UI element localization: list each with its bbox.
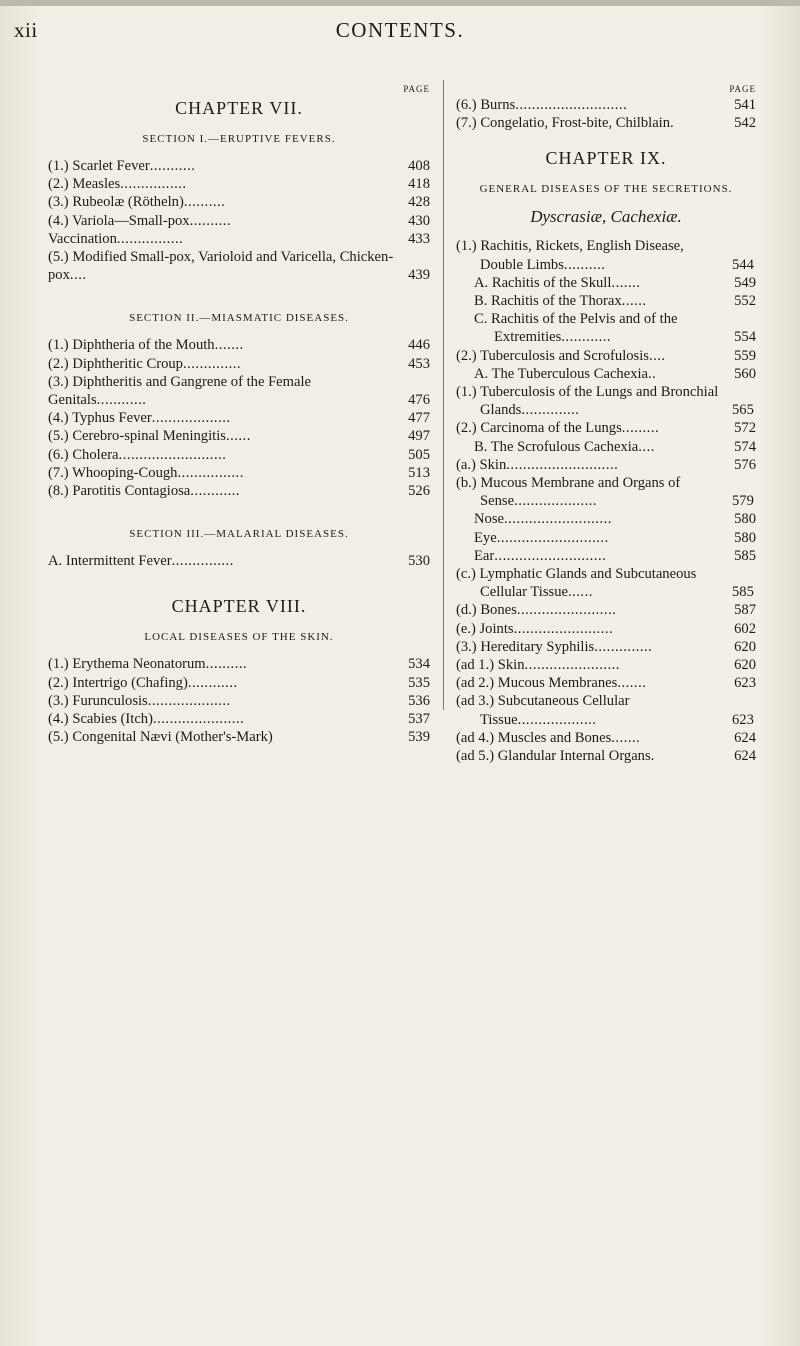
entry-page-number: 526	[408, 483, 430, 500]
entry-page-number: 624	[734, 748, 756, 765]
toc-entry	[48, 336, 430, 354]
toc-entry	[456, 638, 756, 656]
toc-entry: (b.) Mucous Membrane and Organs of Sense.................... 579	[456, 475, 754, 510]
entry-leader-dots: ...........................	[496, 529, 609, 546]
entry-number: (2.)	[48, 355, 73, 372]
toc-entry	[48, 446, 430, 464]
toc-entry	[456, 601, 756, 619]
entry-leader-dots: ..........	[183, 194, 226, 211]
entry-page-number: 453	[408, 355, 430, 372]
entry-title: Mucous Membrane and Organs of Sense	[480, 475, 681, 510]
toc-entry	[456, 419, 756, 437]
entry-leader-dots: ......	[621, 293, 647, 310]
entry-title: Congelatio, Frost-bite, Chilblain.	[480, 115, 674, 132]
entry-page-number: 572	[734, 420, 756, 437]
entry-page-number: 574	[734, 438, 756, 455]
chapter-ix-italic-title: Dyscrasiæ, Cachexiæ.	[530, 207, 682, 227]
toc-entry	[456, 547, 756, 565]
chapter-ix-title: CHAPTER IX.	[545, 148, 667, 169]
entry-number: (7.)	[456, 115, 481, 132]
entry-page-number: 428	[408, 194, 430, 211]
entry-leader-dots: ...................	[517, 711, 597, 728]
toc-entry	[456, 365, 756, 383]
entry-page-number: 534	[408, 656, 430, 673]
entry-number: (c.)	[456, 566, 480, 583]
entry-number: (ad 5.)	[456, 748, 498, 765]
toc-entry	[456, 114, 756, 132]
entry-leader-dots: ............	[190, 483, 241, 500]
entry-leader-dots: ............	[96, 392, 147, 409]
entry-number: (1.)	[48, 656, 73, 673]
entry-page-number: 602	[734, 620, 756, 637]
entry-title: Eye	[474, 529, 497, 546]
entry-page-number: 537	[408, 711, 430, 728]
entry-leader-dots: ..........	[563, 256, 606, 273]
entry-title: Bones	[480, 602, 517, 619]
entry-title: Scabies (Itch)	[72, 711, 153, 728]
entry-page-number: 552	[734, 293, 756, 310]
left-column	[48, 84, 430, 746]
toc-entry	[456, 292, 756, 310]
entry-page-number: 559	[734, 347, 756, 364]
entry-title: Rachitis, Rickets, English Disease, Double Limbs	[480, 238, 684, 273]
entry-title: C. Rachitis of the Pelvis and of the Extremities	[474, 311, 678, 346]
toc-entry	[48, 193, 430, 211]
toc-entry	[456, 729, 756, 747]
entry-number: (1.)	[48, 158, 73, 174]
entry-leader-dots: ......................	[152, 711, 245, 728]
entry-title: Subcutaneous Cellular Tissue	[480, 693, 630, 728]
entry-leader-dots: ..........	[189, 212, 232, 229]
section-2-entries	[48, 336, 430, 500]
entry-page-number: 554	[734, 329, 756, 346]
entry-number: (ad 3.)	[456, 693, 498, 710]
entry-title: Variola—Small-pox	[72, 212, 190, 229]
entry-number: (e.)	[456, 620, 480, 637]
entry-title: Parotitis Contagiosa	[72, 483, 191, 500]
entry-title: Erythema Neonatorum	[72, 656, 206, 673]
running-head-title: CONTENTS.	[335, 18, 465, 42]
entry-page-number: 587	[734, 602, 756, 619]
entry-title: Skin	[479, 456, 507, 473]
entry-number: (ad 1.)	[456, 657, 498, 674]
entry-page-number: 446	[408, 337, 430, 354]
entry-leader-dots: .......	[611, 274, 641, 291]
toc-entry	[456, 620, 756, 638]
entry-leader-dots: .........	[621, 420, 660, 437]
entry-number: (2.)	[456, 420, 481, 437]
column-divider	[443, 80, 444, 710]
entry-leader-dots: ............	[561, 329, 612, 346]
entry-leader-dots: ......	[225, 428, 251, 445]
entry-title: B. Rachitis of the Thorax	[474, 293, 622, 310]
toc-entry	[48, 728, 430, 746]
entry-title: Intertrigo (Chafing)	[72, 674, 188, 691]
entry-title: Tuberculosis of the Lungs and Bronchial Glands	[480, 384, 719, 419]
entry-title: Glandular Internal Organs.	[497, 748, 655, 765]
entry-leader-dots: ..............	[594, 638, 653, 655]
toc-entry	[48, 373, 430, 409]
toc-entry	[456, 456, 756, 474]
toc-entry: (1.) Tuberculosis of the Lungs and Bronchial Glands.............. 565	[456, 384, 754, 419]
entry-page-number: 505	[408, 446, 430, 463]
entry-title: Measles	[72, 176, 121, 193]
entry-number: (7.)	[48, 464, 73, 481]
entry-title: Furunculosis	[72, 692, 148, 709]
entry-page-number: 539	[408, 729, 430, 746]
right-column	[456, 84, 756, 765]
entry-page-number: 549	[734, 274, 756, 291]
entry-number: A.	[48, 553, 66, 570]
toc-entry	[456, 347, 756, 365]
entry-page-number: 430	[408, 212, 430, 229]
chapter-viii-section-title: LOCAL DISEASES OF THE SKIN.	[144, 631, 334, 644]
entry-number: (1.)	[48, 337, 73, 354]
entry-number: (ad 2.)	[456, 675, 498, 692]
entry-leader-dots: ....................	[147, 692, 231, 709]
entry-page-number: 620	[734, 657, 756, 674]
entry-number: (b.)	[456, 475, 481, 492]
entry-title: B. The Scrofulous Cachexia	[474, 438, 639, 455]
entry-number: (1.)	[456, 384, 481, 401]
entry-number: (2.)	[48, 176, 73, 193]
section-2-title: SECTION II.—MIASMATIC DISEASES.	[129, 312, 349, 325]
entry-leader-dots: ...................	[151, 410, 231, 427]
entry-leader-dots: ................	[120, 176, 187, 193]
entry-leader-dots: .......	[214, 337, 244, 354]
entry-page-number: 623	[734, 675, 756, 692]
entry-page-number: 576	[734, 456, 756, 473]
entry-leader-dots: ..........	[205, 656, 248, 673]
toc-entry	[456, 274, 756, 292]
entry-page-number: 439	[408, 267, 430, 284]
entry-title: Burns	[480, 97, 516, 113]
entry-number: (3.)	[456, 638, 481, 655]
entry-number: (8.)	[48, 483, 73, 500]
entry-leader-dots: ..............	[182, 355, 242, 372]
entry-number: (2.)	[48, 674, 73, 691]
entry-leader-dots: .......................	[524, 657, 620, 674]
toc-entry	[48, 692, 430, 710]
entry-leader-dots: ...........................	[515, 97, 628, 113]
entry-leader-dots: ..............	[521, 402, 580, 419]
entry-leader-dots: ....	[638, 438, 655, 455]
entry-page-number: 624	[734, 729, 756, 746]
entry-page-number: 530	[408, 553, 430, 570]
entry-leader-dots: ........................	[513, 620, 614, 637]
top-edge-band	[0, 0, 800, 6]
toc-entry	[456, 674, 756, 692]
toc-entry	[48, 212, 430, 230]
toc-entry: (c.) Lymphatic Glands and Subcutaneous Cellular Tissue...... 585	[456, 566, 754, 601]
toc-entry	[48, 710, 430, 728]
entry-number: (3.)	[48, 373, 73, 390]
toc-entry	[48, 427, 430, 445]
toc-entry	[48, 175, 430, 193]
toc-entry	[456, 96, 756, 114]
entry-leader-dots: .......	[611, 729, 641, 746]
entry-title: Vaccination	[48, 230, 117, 247]
entry-number: (2.)	[456, 347, 481, 364]
entry-leader-dots: ..	[648, 365, 657, 382]
entry-leader-dots: ......	[567, 584, 593, 601]
entry-leader-dots: ................	[116, 230, 184, 247]
entry-leader-dots: ..........................	[118, 446, 227, 463]
section-3-entries	[48, 552, 430, 570]
page-column-label: PAGE	[403, 84, 430, 94]
entry-title: Scarlet Fever	[72, 158, 150, 174]
entry-title: Tuberculosis and Scrofulosis	[480, 347, 649, 364]
entry-number: (a.)	[456, 456, 480, 473]
entry-number: (4.)	[48, 410, 73, 427]
entry-number: (ad 4.)	[456, 729, 498, 746]
entry-page-number: 477	[408, 410, 430, 427]
entry-leader-dots: ....	[69, 267, 87, 284]
entry-number: (4.)	[48, 212, 73, 229]
toc-entry	[48, 409, 430, 427]
entry-page-number: 433	[408, 230, 430, 247]
entry-title: Diphtheritic Croup	[72, 355, 183, 372]
entry-number: (6.)	[48, 446, 73, 463]
toc-entry	[48, 230, 430, 248]
entry-leader-dots: .......	[617, 675, 647, 692]
entry-number: (d.)	[456, 602, 481, 619]
toc-entry	[456, 656, 756, 674]
toc-entry	[48, 355, 430, 373]
entry-title: Hereditary Syphilis	[480, 638, 595, 655]
entry-title: Skin	[497, 657, 525, 674]
entry-page-number: 408	[408, 158, 430, 174]
entry-page-number: 560	[734, 365, 756, 382]
entry-leader-dots: ............	[187, 674, 238, 691]
toc-entry	[48, 552, 430, 570]
toc-entry	[48, 157, 430, 175]
toc-entry: (ad 3.) Subcutaneous Cellular Tissue................... 623	[456, 693, 754, 728]
entry-title: Ear	[474, 547, 495, 564]
toc-entry: (1.) Rachitis, Rickets, English Disease, Double Limbs.......... 544	[456, 238, 754, 273]
entry-page-number: 542	[734, 115, 756, 132]
toc-entry	[48, 674, 430, 692]
entry-number: (3.)	[48, 194, 73, 211]
entry-leader-dots: ...........................	[506, 456, 619, 473]
entry-title: A. Rachitis of the Skull	[474, 274, 612, 291]
entry-number: (6.)	[456, 97, 481, 113]
entry-title: Whooping-Cough	[72, 464, 178, 481]
entry-page-number: 541	[734, 97, 756, 113]
entry-leader-dots: ....	[648, 347, 666, 364]
toc-entry	[456, 747, 756, 765]
entry-number: (5.)	[48, 729, 73, 746]
entry-number: (4.)	[48, 711, 73, 728]
chapter-vii-title: CHAPTER VII.	[175, 98, 303, 118]
entry-page-number: 580	[734, 511, 756, 528]
chapter-viii-title: CHAPTER VIII.	[171, 596, 307, 617]
entry-title: Carcinoma of the Lungs	[480, 420, 622, 437]
entry-title: Typhus Fever	[72, 410, 152, 427]
entry-title: Intermittent Fever	[65, 553, 172, 570]
entry-number: (5.)	[48, 249, 73, 266]
toc-entry	[456, 310, 756, 346]
entry-title: Lymphatic Glands and Subcutaneous Cellular Tissue	[479, 566, 697, 601]
right-top-entries	[456, 96, 756, 132]
entry-title: Modified Small-pox, Varioloid and Varicella, Chicken-pox	[48, 249, 394, 284]
entry-title: Muscles and Bones	[497, 729, 612, 746]
entry-page-number: 536	[408, 692, 430, 709]
entry-page-number: 585	[734, 547, 756, 564]
entry-leader-dots: ..........................	[504, 511, 612, 528]
entry-page-number: 535	[408, 674, 430, 691]
entry-title: Cerebro-spinal Meningitis	[72, 428, 226, 445]
entry-number: (3.)	[48, 692, 73, 709]
chapter-ix-entries	[456, 237, 756, 765]
entry-page-number: 580	[734, 529, 756, 546]
entry-page-number: 476	[408, 392, 430, 409]
entry-number: (1.)	[456, 238, 481, 255]
entry-page-number: 513	[408, 464, 430, 481]
toc-entry	[456, 510, 756, 528]
entry-leader-dots: ...............	[171, 553, 234, 570]
entry-title: Congenital Nævi (Mother's-Mark)	[72, 729, 273, 746]
section-1-entries	[48, 157, 430, 284]
toc-entry	[48, 464, 430, 482]
entry-page-number: 620	[734, 638, 756, 655]
entry-leader-dots: ...........................	[494, 547, 607, 564]
entry-title: Nose	[474, 511, 504, 528]
entry-number: (5.)	[48, 428, 73, 445]
toc-entry	[48, 248, 430, 284]
entry-leader-dots: ........................	[516, 602, 617, 619]
toc-entry	[48, 655, 430, 673]
section-1-title: SECTION I.—ERUPTIVE FEVERS.	[142, 133, 336, 145]
entry-leader-dots: ....................	[514, 493, 598, 510]
chapter-viii-entries	[48, 655, 430, 746]
entry-leader-dots: ...........	[149, 158, 196, 174]
running-header	[0, 18, 800, 48]
section-3-title: SECTION III.—MALARIAL DISEASES.	[129, 528, 349, 541]
entry-title: Joints	[479, 620, 514, 637]
entry-title: Rubeolæ (Rötheln)	[72, 194, 184, 211]
entry-title: Diphtheria of the Mouth	[72, 337, 215, 354]
toc-entry	[456, 529, 756, 547]
entry-title: Mucous Membranes	[497, 675, 618, 692]
entry-page-number: 418	[408, 176, 430, 193]
entry-leader-dots: ................	[177, 464, 244, 481]
entry-page-number: 497	[408, 428, 430, 445]
page-number: xii	[14, 18, 38, 42]
entry-title: A. The Tuberculous Cachexia	[474, 365, 649, 382]
chapter-ix-subtitle: GENERAL DISEASES OF THE SECRETIONS.	[479, 183, 733, 196]
entry-title: Diphtheritis and Gangrene of the Female Genitals	[48, 373, 312, 409]
page-column-label-right: PAGE	[729, 84, 756, 94]
entry-title: Cholera	[72, 446, 119, 463]
toc-entry	[456, 438, 756, 456]
toc-entry	[48, 482, 430, 500]
